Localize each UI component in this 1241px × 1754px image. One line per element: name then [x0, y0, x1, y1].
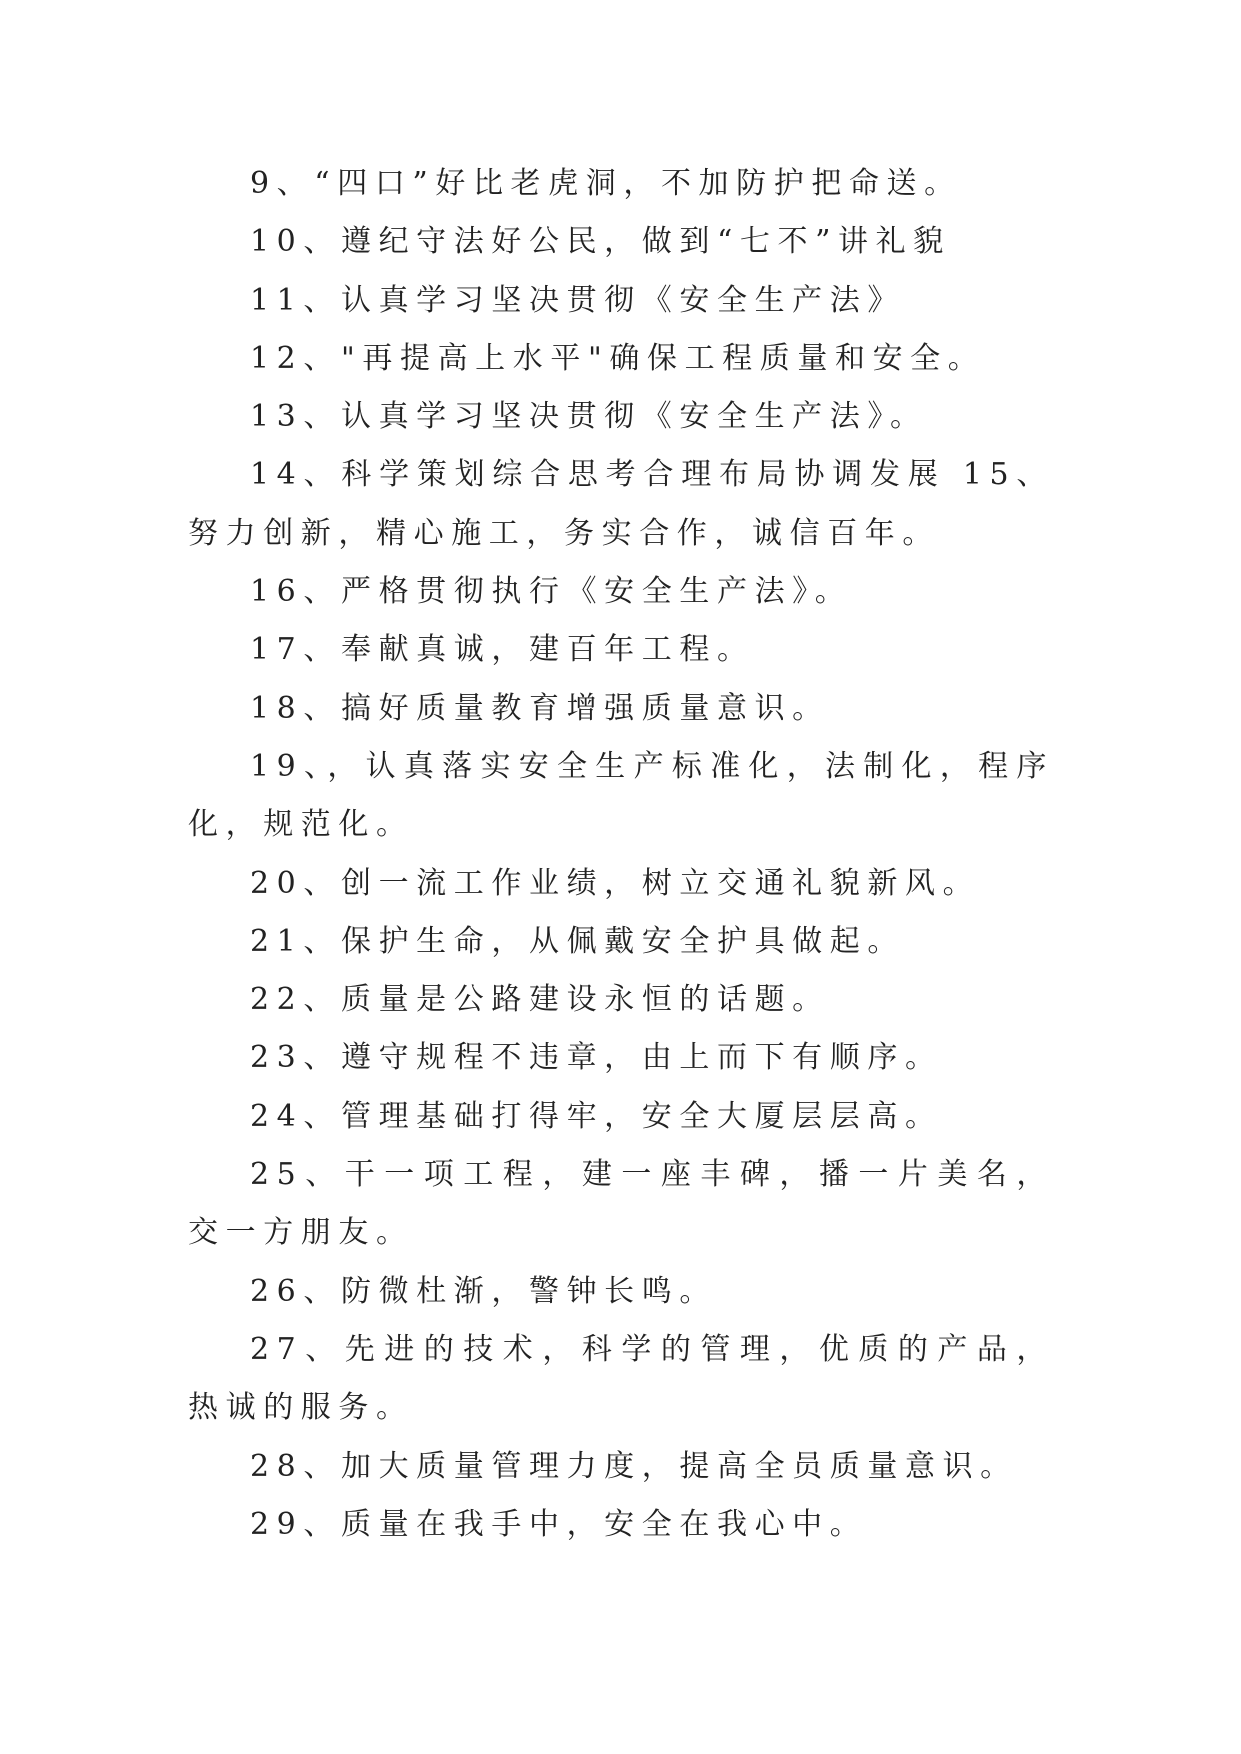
paragraph-13: 13、认真学习坚决贯彻《安全生产法》。: [250, 399, 928, 435]
paragraph-25: 25、干一项工程，建一座丰碑，播一片美名，交一方朋友。: [188, 1157, 1054, 1251]
paragraph-22: 22、质量是公路建设永恒的话题。: [250, 982, 830, 1018]
paragraph-29: 29、质量在我手中，安全在我心中。: [250, 1506, 868, 1542]
paragraph-20: 20、创一流工作业绩，树立交通礼貌新风。: [250, 865, 981, 901]
paragraph-27: 27、先进的技术，科学的管理，优质的产品，热诚的服务。: [188, 1331, 1054, 1426]
paragraph-12: 12、"再提高上水平"确保工程质量和安全。: [250, 340, 986, 376]
paragraph-26: 26、防微杜渐，警钟长鸣。: [250, 1273, 717, 1309]
paragraph-23: 23、遵守规程不违章，由上而下有顺序。: [250, 1040, 943, 1076]
paragraph-10: 10、遵纪守法好公民，做到“七不”讲礼貌: [250, 224, 951, 260]
paragraph-18: 18、搞好质量教育增强质量意识。: [250, 690, 830, 726]
paragraph-28: 28、加大质量管理力度，提高全员质量意识。: [250, 1448, 1018, 1484]
document-body: [188, 155, 1054, 1554]
paragraph-17: 17、奉献真诚，建百年工程。: [250, 632, 755, 668]
paragraph-9: 9、“四口”好比老虎洞，不加防护把命送。: [250, 166, 962, 201]
paragraph-11: 11、认真学习坚决贯彻《安全生产法》: [250, 282, 905, 318]
paragraph-16: 16、严格贯彻执行《安全生产法》。: [250, 574, 853, 610]
paragraph-24: 24、管理基础打得牢，安全大厦层层高。: [250, 1098, 943, 1134]
paragraph-19: 19、，认真落实安全生产标准化，法制化，程序化，规范化。: [188, 748, 1054, 843]
paragraph-14-15: 14、科学策划综合思考合理布局协调发展 15、努力创新，精心施工，务实合作，诚信百年。: [188, 457, 1054, 551]
paragraph-21: 21、保护生命，从佩戴安全护具做起。: [250, 923, 905, 959]
